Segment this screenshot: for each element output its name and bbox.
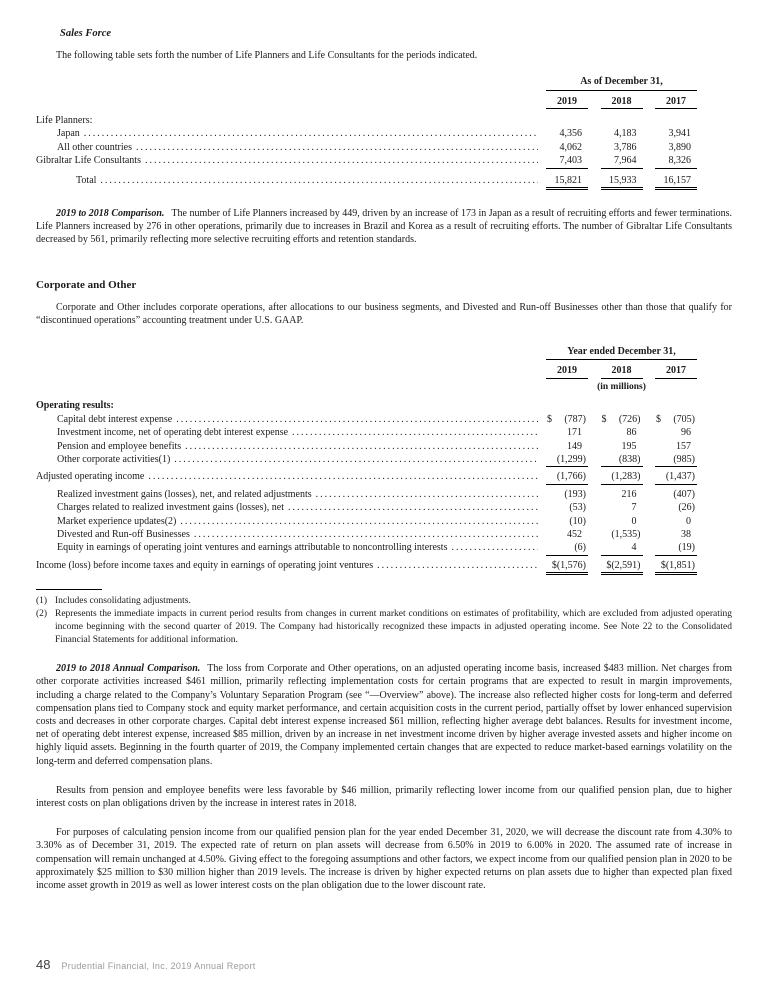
dot-leader [136,141,538,154]
comparison-paragraph [36,207,732,247]
intro-paragraph: The following table sets forth the number of Life Planners and Life Consultants for the periods indicated. [56,50,478,61]
row-label: Total [76,174,97,186]
footnote-marker: (2) [36,609,48,620]
dot-leader [174,453,538,466]
period-header: As of December 31, [546,75,697,90]
row-label: Equity in earnings of operating joint ventures and earnings attributable to noncontrolling interests [57,542,448,554]
table-subtotal-row [36,470,697,484]
cell-value: 195 [621,440,637,452]
cell-value: (407) [673,488,695,500]
year-header: 2017 [655,95,697,109]
dot-leader [84,127,538,140]
year-header: 2018 [601,95,643,109]
cell-value: (26) [678,502,695,514]
row-label: Income (loss) before income taxes and equity in earnings of operating joint ventures [36,559,374,571]
row-label: Adjusted operating income [36,471,145,483]
cell-value: 3,890 [668,141,691,153]
table-row [36,426,697,439]
cell-value: 38 [681,528,691,540]
row-label: Charges related to realized investment gains (losses), net [57,502,284,514]
cell-value: (53) [569,502,586,514]
dot-leader [176,413,538,426]
table-row [36,453,697,467]
row-label: Investment income, net of operating debt interest expense [57,427,289,439]
dot-leader [148,470,538,483]
row-label: Realized investment gains (losses), net, and related adjustments [57,488,312,500]
table-row [36,114,697,127]
table-year-header-row [36,364,697,378]
table-units-row [36,381,697,394]
dot-leader [100,174,538,187]
table-row [36,141,697,154]
paragraph-text: The loss from Corporate and Other operations, on an adjusted operating income basis, increased $483 million. Net charges from other corporate activities increased $461 million, primarily reflecting implementation costs for certain programs that are expected to result in margin improvements, including a charge related to the Company’s Voluntary Separation Program (see “—Overview” above). The increase also reflected higher costs for long-term and deferred compensation plans tied to Company stock and equity market performance, and certain acquisition costs in the current period, partially offset by lower enhanced supervision costs and decreases in other corporate charges. Capital debt interest expense increased $61 million, reflecting higher average debt balances. Results for investment income, net of operating debt interest expense, increased $85 million, driven by an increase in net investment income driven by higher average invested assets and higher income on highly liquid assets. Beginning in the fourth quarter of 2019, the Company implemented certain changes that are expected to reduce market-based earnings volatility on the long-term and deferred compensation plans. [36,663,732,767]
table-total-row [36,174,697,190]
table-row [36,127,697,140]
row-label: Divested and Run-off Businesses [57,528,190,540]
cell-value: 16,157 [655,174,697,190]
table-year-header-row [36,95,697,109]
year-header: 2018 [601,364,643,378]
dot-leader [145,154,538,167]
row-label: All other countries [57,141,132,153]
page-number: 48 [36,957,51,972]
cell-value: 0 [686,515,691,527]
dot-leader [377,559,538,572]
year-header: 2019 [546,95,588,109]
cell-value: 4,183 [614,128,637,140]
dot-leader [292,426,538,439]
cell-value: 8,326 [655,154,697,168]
row-label: Pension and employee benefits [57,440,182,452]
cell-value: (985) [655,453,697,467]
cell-value: 4,356 [559,128,582,140]
row-label: Market experience updates(2) [57,515,177,527]
row-label: Operating results: [36,400,114,412]
cell-value: 216 [621,488,637,500]
table-row [36,488,697,501]
operating-results-table [36,345,697,575]
cell-value: $(2,591) [601,559,643,575]
cell-value: (19) [655,541,697,555]
row-label: Life Planners: [36,115,93,127]
period-header: Year ended December 31, [546,345,697,360]
row-label: Gibraltar Life Consultants [36,155,141,167]
cell-value: 171 [567,427,582,439]
year-header: 2019 [546,364,588,378]
cell-value: $ (787) [547,413,586,425]
units-note: (in millions) [597,381,646,392]
pension-outlook-paragraph: For purposes of calculating pension income from our qualified pension plan for the year ended December 31, 2020, we will decrease the discount rate from 4.30% to 3.30% as of December 31, 2019. The expected rate of return on plan assets will decrease from 6.50% in 2019 to 6.00% in 2020. The assumed rate of increase in compensation will remain unchanged at 4.50%. Giving effect to the foregoing assumptions and other factors, we expect income from our qualified pension plan in 2020 to be approximately $25 million to $30 million higher than 2019 levels. The increase is driven by higher expected returns on plan assets due to higher than expected plan fixed income asset growth in 2019 as well as lower interest costs on the plan obligation due to the lower discount rate. [36,827,732,891]
cell-value: (6) [546,541,588,555]
table-row [36,440,697,453]
cell-value: 149 [567,440,582,452]
cell-value: 0 [631,515,637,527]
sales-force-table [36,75,697,190]
cell-value: 452 [567,528,582,540]
cell-value: 157 [676,440,691,452]
cell-value: 15,933 [601,174,643,190]
section-title: Sales Force [60,28,112,39]
annual-comparison-paragraph [36,662,732,768]
dot-leader [185,440,538,453]
cell-value: 4 [601,541,643,555]
cell-value: 3,786 [614,141,637,153]
cell-value: (1,535) [611,528,641,540]
table-row [36,541,697,555]
currency-sign: $ [656,413,661,425]
corporate-paragraph: Corporate and Other includes corporate operations, after allocations to our business segments, and Divested and Run-off Businesses other than those that qualify for “discontinued operations” accounting treatment under U.S. GAAP. [36,301,732,326]
table-row [36,528,697,541]
footnote-marker: (1) [36,596,48,607]
row-label: Capital debt interest expense [57,413,173,425]
dot-leader [451,541,538,554]
year-header: 2017 [655,364,697,378]
cell-value: 3,941 [668,128,691,140]
footnotes [36,595,732,647]
currency-sign: $ [601,413,607,425]
pension-paragraph: Results from pension and employee benefits were less favorable by $46 million, primarily reflecting lower income from our qualified pension plan, due to higher interest costs on plan obligations driven by the increase in interest rates in 2018. [36,784,732,809]
table-period-header-row [36,345,697,360]
cell-value: 86 [626,427,637,439]
cell-value: 7,964 [601,154,643,168]
cell-value: (1,299) [546,453,588,467]
footnote [36,608,732,647]
cell-value: $ (705) [656,413,695,425]
cell-value: (838) [601,453,643,467]
paragraph-text: The number of Life Planners increased by 449, driven by an increase of 173 in Japan as a result of recruiting efforts and fewer terminations. Life Planners increased by 276 in other operations, primarily due to increases in Brazil and Korea as a result of recruiting efforts. The number of Gibraltar Life Consultants decreased by 561, primarily reflecting more selective recruiting efforts and retention standards. [36,208,732,246]
footnote-text: Includes consolidating adjustments. [55,596,191,607]
report-title: Prudential Financial, Inc. 2019 Annual Report [61,961,256,971]
cell-value: (10) [569,515,586,527]
cell-value: 96 [681,427,691,439]
footnote-separator [36,589,102,590]
cell-value: 4,062 [559,141,582,153]
footnote [36,595,732,608]
cell-value: $(1,576) [546,559,588,575]
dot-leader [194,528,538,541]
cell-value: (1,766) [546,470,588,484]
cell-value: (193) [564,488,586,500]
cell-value: $(1,851) [655,559,697,575]
dot-leader [180,515,538,528]
paragraph-lead: 2019 to 2018 Annual Comparison. [56,663,201,675]
cell-value: (1,437) [655,470,697,484]
footnote-text: Represents the immediate impacts in current period results from changes in current market conditions on estimates of profitability, which are excluded from adjusted operating income beginning with the second quarter of 2019. The Company had historically recognized these impacts in adjusted operating income. See Note 22 to the Consolidated Financial Statements for additional information. [55,609,732,646]
table-row [36,154,697,168]
cell-value: 7 [631,502,637,514]
row-label: Japan [57,128,80,140]
row-label: Other corporate activities(1) [57,453,171,465]
cell-value: (1,283) [601,470,643,484]
dot-leader [288,501,538,514]
table-row [36,399,697,412]
cell-value: 15,821 [546,174,588,190]
cell-value: 7,403 [546,154,588,168]
paragraph-lead: 2019 to 2018 Comparison. [56,208,165,220]
corporate-and-other-heading: Corporate and Other [36,278,137,291]
table-row [36,413,697,426]
table-row [36,501,697,514]
table-total-row [36,559,697,575]
currency-sign: $ [547,413,552,425]
page-footer [36,957,256,972]
table-row [36,515,697,528]
cell-value: $ (726) [601,413,641,425]
table-period-header-row [36,75,697,90]
dot-leader [316,488,538,501]
